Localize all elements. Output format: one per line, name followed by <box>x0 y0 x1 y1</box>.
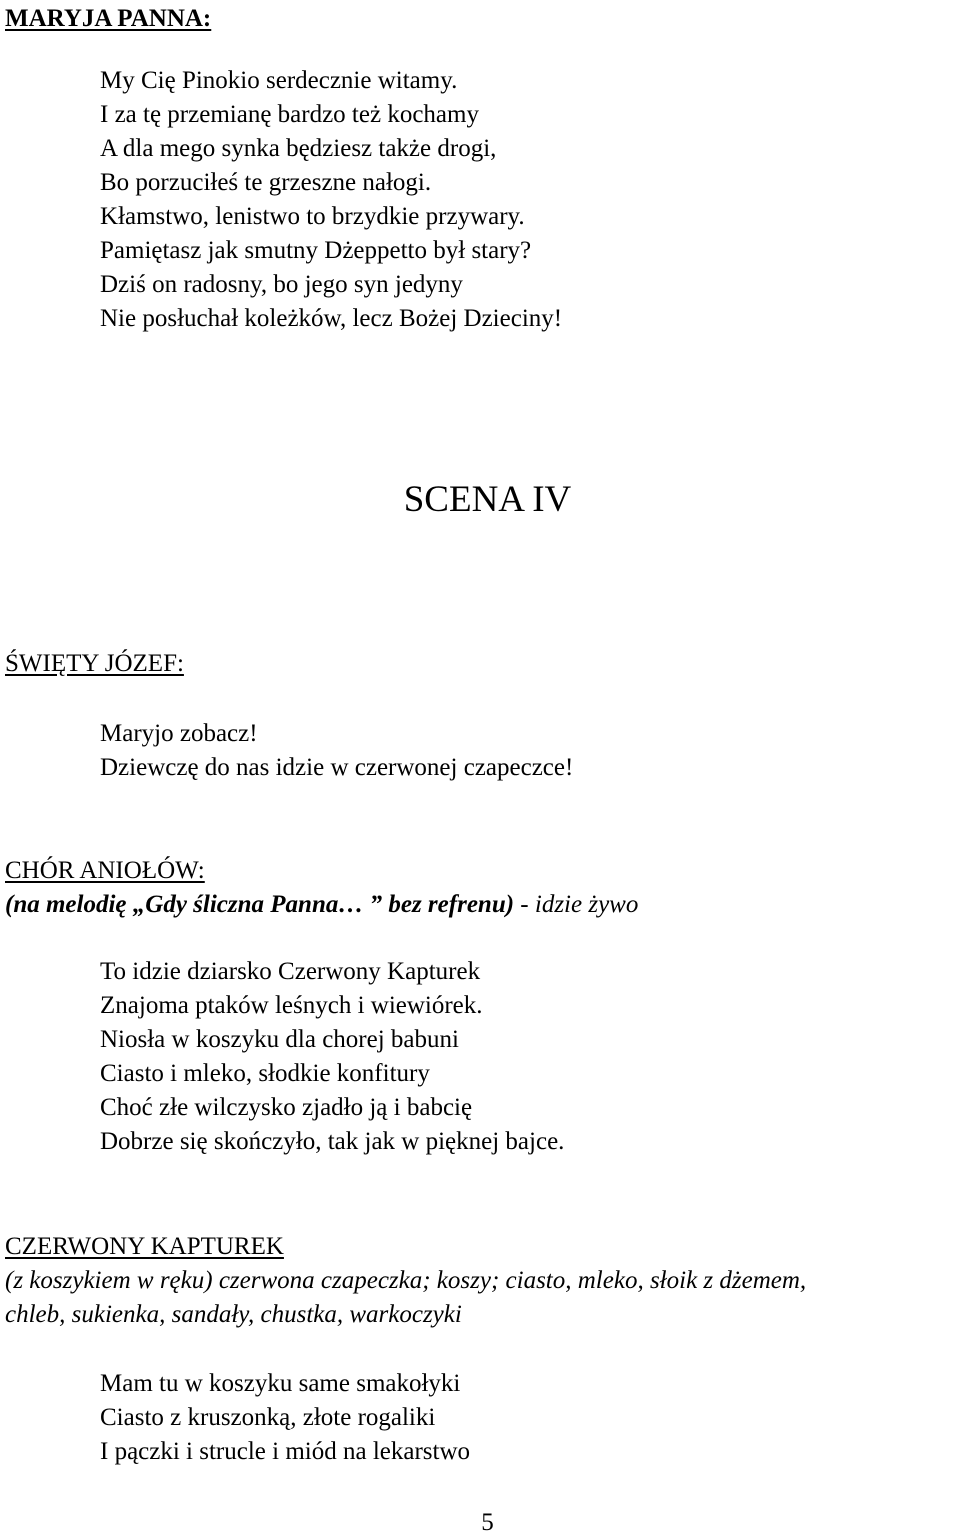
direction-song-title: „Gdy śliczna Panna… ” <box>132 891 383 918</box>
verse-line: Bo porzuciłeś te grzeszne nałogi. <box>100 169 432 196</box>
verse-line: Maryjo zobacz! <box>100 720 258 747</box>
verse-line: My Cię Pinokio serdecznie witamy. <box>100 67 458 94</box>
verse-chor <box>100 955 564 1159</box>
verse-maryja <box>100 64 562 336</box>
verse-jozef <box>100 717 573 785</box>
verse-line: Znajoma ptaków leśnych i wiewiórek. <box>100 992 483 1019</box>
speaker-chor-aniolow: CHÓR ANIOŁÓW: <box>5 857 205 884</box>
stage-direction-chor <box>5 888 638 922</box>
verse-line: Dziś on radosny, bo jego syn jedyny <box>100 271 463 298</box>
verse-line: I za tę przemianę bardzo też kochamy <box>100 101 479 128</box>
verse-line: Ciasto z kruszonką, złote rogaliki <box>100 1404 436 1431</box>
speaker-maryja-panna: MARYJA PANNA: <box>5 5 212 32</box>
stage-direction-kapturek-line-2: chleb, sukienka, sandały, chustka, warkoczyki <box>5 1301 462 1328</box>
verse-line: Ciasto i mleko, słodkie konfitury <box>100 1060 430 1087</box>
verse-line: I pączki i strucle i miód na lekarstwo <box>100 1438 471 1465</box>
direction-tempo: - idzie żywo <box>514 891 639 918</box>
verse-line: Mam tu w koszyku same smakołyki <box>100 1370 461 1397</box>
direction-open: (na melodię <box>5 891 133 918</box>
verse-kapturek <box>100 1367 470 1469</box>
speaker-czerwony-kapturek: CZERWONY KAPTUREK <box>5 1233 284 1260</box>
verse-line: Choć złe wilczysko zjadło ją i babcię <box>100 1094 473 1121</box>
verse-line: Nie posłuchał koleżków, lecz Bożej Dzieciny! <box>100 305 563 332</box>
verse-line: Dziewczę do nas idzie w czerwonej czapeczce! <box>100 754 574 781</box>
verse-line: Niosła w koszyku dla chorej babuni <box>100 1026 459 1053</box>
direction-no-chorus: bez refrenu) <box>382 891 515 918</box>
speaker-swiety-jozef: ŚWIĘTY JÓZEF: <box>5 650 184 677</box>
page-number: 5 <box>481 1509 494 1536</box>
verse-line: Pamiętasz jak smutny Dżeppetto był stary? <box>100 237 532 264</box>
scene-title: SCENA IV <box>403 479 572 520</box>
verse-line: Dobrze się skończyło, tak jak w pięknej bajce. <box>100 1128 565 1155</box>
verse-line: A dla mego synka będziesz także drogi, <box>100 135 497 162</box>
stage-direction-kapturek-line-1: (z koszykiem w ręku) czerwona czapeczka; koszy; ciasto, mleko, słoik z dżemem, <box>5 1267 807 1294</box>
verse-line: Kłamstwo, lenistwo to brzydkie przywary. <box>100 203 525 230</box>
verse-line: To idzie dziarsko Czerwony Kapturek <box>100 958 481 985</box>
